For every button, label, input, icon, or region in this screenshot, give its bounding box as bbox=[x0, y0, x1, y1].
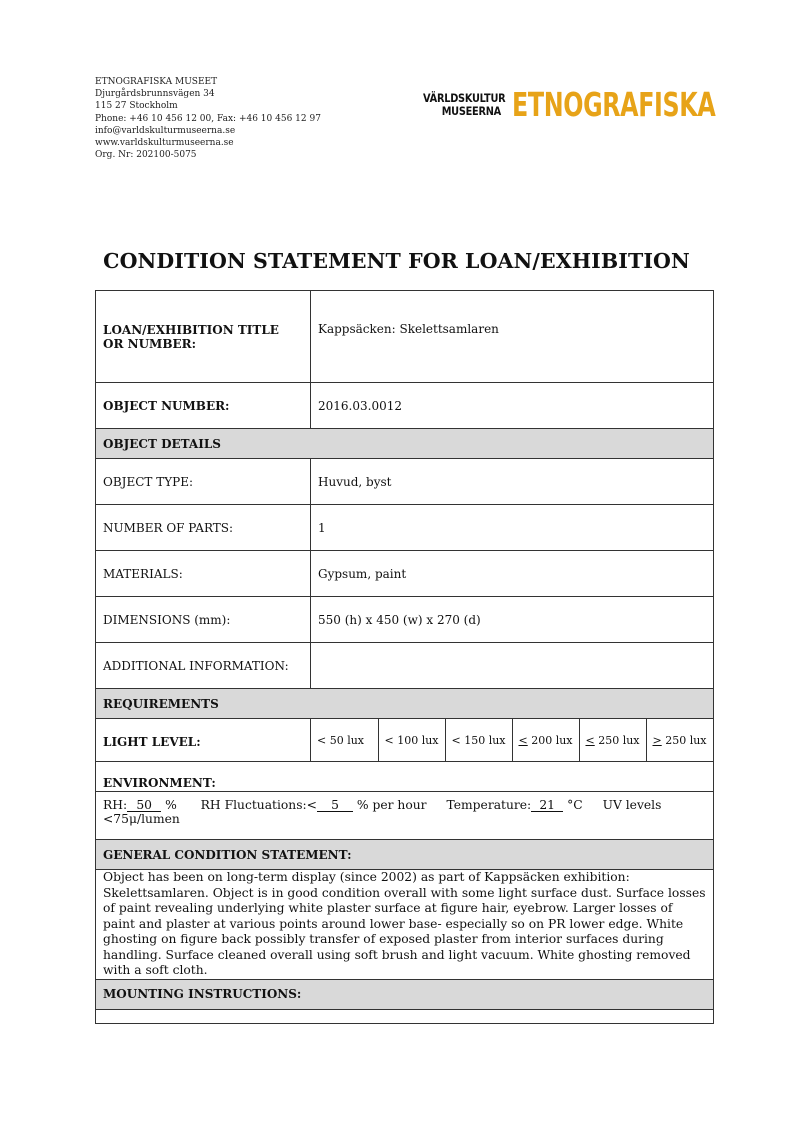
address-line: www.varldskulturmuseerna.se bbox=[95, 138, 234, 149]
parts-label: NUMBER OF PARTS: bbox=[96, 505, 311, 551]
loan-value: Kappsäcken: Skelettsamlaren bbox=[311, 291, 714, 383]
light-level-label: LIGHT LEVEL: bbox=[96, 719, 311, 762]
parts-value: 1 bbox=[311, 505, 714, 551]
address-line: Org. Nr: 202100-5075 bbox=[95, 150, 197, 161]
uv-label: UV levels <75μ/lumen bbox=[103, 798, 662, 826]
logo-line-2: MUSEERNA bbox=[441, 104, 502, 118]
condition-form bbox=[95, 290, 714, 1024]
light-level-row bbox=[96, 719, 714, 762]
address-line: Phone: +46 10 456 12 00, Fax: +46 10 456 12 97 bbox=[95, 113, 321, 124]
dimensions-row bbox=[96, 597, 714, 643]
mounting-content-row bbox=[96, 1009, 714, 1023]
address-line: 115 27 Stockholm bbox=[95, 101, 178, 112]
general-condition-text: Object has been on long-term display (since 2002) as part of Kappsäcken exhibition: Skelettsamlaren. Object is in good condition overall with some light surface dust. Surface losses of paint revealing underlying white plaster surface at figure hair, eyebrow. Larger losses of paint and plaster at various points around lower base- especially so on PR lower edge. White ghosting on figure back possibly transfer of exposed plaster from interior surfaces during handling. Surface cleaned overall using soft brush and light vacuum. White ghosting removed with a soft cloth. bbox=[96, 870, 714, 980]
light-option: > 250 lux bbox=[646, 719, 713, 761]
object-number-label: OBJECT NUMBER: bbox=[96, 383, 311, 429]
fluct-unit: % per hour bbox=[356, 798, 427, 812]
page-title: CONDITION STATEMENT FOR LOAN/EXHIBITION bbox=[103, 249, 690, 273]
mounting-content bbox=[96, 1009, 714, 1023]
dimensions-label: DIMENSIONS (mm): bbox=[96, 597, 311, 643]
environment-header-row bbox=[96, 762, 714, 792]
parts-row bbox=[96, 505, 714, 551]
light-option: < 250 lux bbox=[579, 719, 646, 761]
logo-line-1: VÄRLDSKULTUR bbox=[423, 91, 506, 105]
light-option: < 150 lux bbox=[445, 719, 512, 761]
object-type-value: Huvud, byst bbox=[311, 459, 714, 505]
light-option: < 100 lux bbox=[378, 719, 445, 761]
additional-row bbox=[96, 643, 714, 689]
logo-brand: ETNOGRAFISKA bbox=[511, 85, 716, 124]
temp-label: Temperature: bbox=[446, 798, 532, 812]
general-header-row bbox=[96, 840, 714, 870]
additional-value bbox=[311, 643, 714, 689]
materials-value: Gypsum, paint bbox=[311, 551, 714, 597]
rh-unit: % bbox=[165, 798, 177, 812]
museum-address bbox=[95, 76, 321, 161]
environment-values-row bbox=[96, 792, 714, 840]
requirements-header: REQUIREMENTS bbox=[96, 689, 714, 719]
loan-row bbox=[96, 291, 714, 383]
materials-label: MATERIALS: bbox=[96, 551, 311, 597]
fluct-label: RH Fluctuations:< bbox=[200, 798, 317, 812]
environment-header: ENVIRONMENT: bbox=[96, 762, 714, 792]
light-level-options bbox=[311, 719, 714, 762]
rh-label: RH: bbox=[103, 798, 128, 812]
light-option: < 200 lux bbox=[512, 719, 579, 761]
museum-logo bbox=[423, 86, 793, 124]
dimensions-value: 550 (h) x 450 (w) x 270 (d) bbox=[311, 597, 714, 643]
light-options-table bbox=[311, 719, 713, 761]
general-text-row bbox=[96, 870, 714, 980]
object-details-header-row bbox=[96, 429, 714, 459]
mounting-header: MOUNTING INSTRUCTIONS: bbox=[96, 979, 714, 1009]
general-header: GENERAL CONDITION STATEMENT: bbox=[96, 840, 714, 870]
environment-values bbox=[96, 792, 714, 840]
temp-value: 21 bbox=[531, 799, 563, 812]
object-number-value: 2016.03.0012 bbox=[311, 383, 714, 429]
loan-label: LOAN/EXHIBITION TITLE OR NUMBER: bbox=[96, 291, 311, 383]
address-line: ETNOGRAFISKA MUSEET bbox=[95, 77, 218, 87]
rh-value: 50 bbox=[127, 799, 161, 812]
requirements-header-row bbox=[96, 689, 714, 719]
additional-label: ADDITIONAL INFORMATION: bbox=[96, 643, 311, 689]
light-option: < 50 lux bbox=[317, 734, 365, 747]
object-type-row bbox=[96, 459, 714, 505]
mounting-header-row bbox=[96, 979, 714, 1009]
materials-row bbox=[96, 551, 714, 597]
address-line: Djurgårdsbrunnsvägen 34 bbox=[95, 89, 215, 100]
object-details-header: OBJECT DETAILS bbox=[96, 429, 714, 459]
address-line: info@varldskulturmuseerna.se bbox=[95, 125, 236, 136]
object-type-label: OBJECT TYPE: bbox=[96, 459, 311, 505]
fluct-value: 5 bbox=[317, 799, 353, 812]
logo-wordmark bbox=[423, 92, 505, 118]
temp-unit: °C bbox=[567, 798, 583, 812]
object-number-row bbox=[96, 383, 714, 429]
